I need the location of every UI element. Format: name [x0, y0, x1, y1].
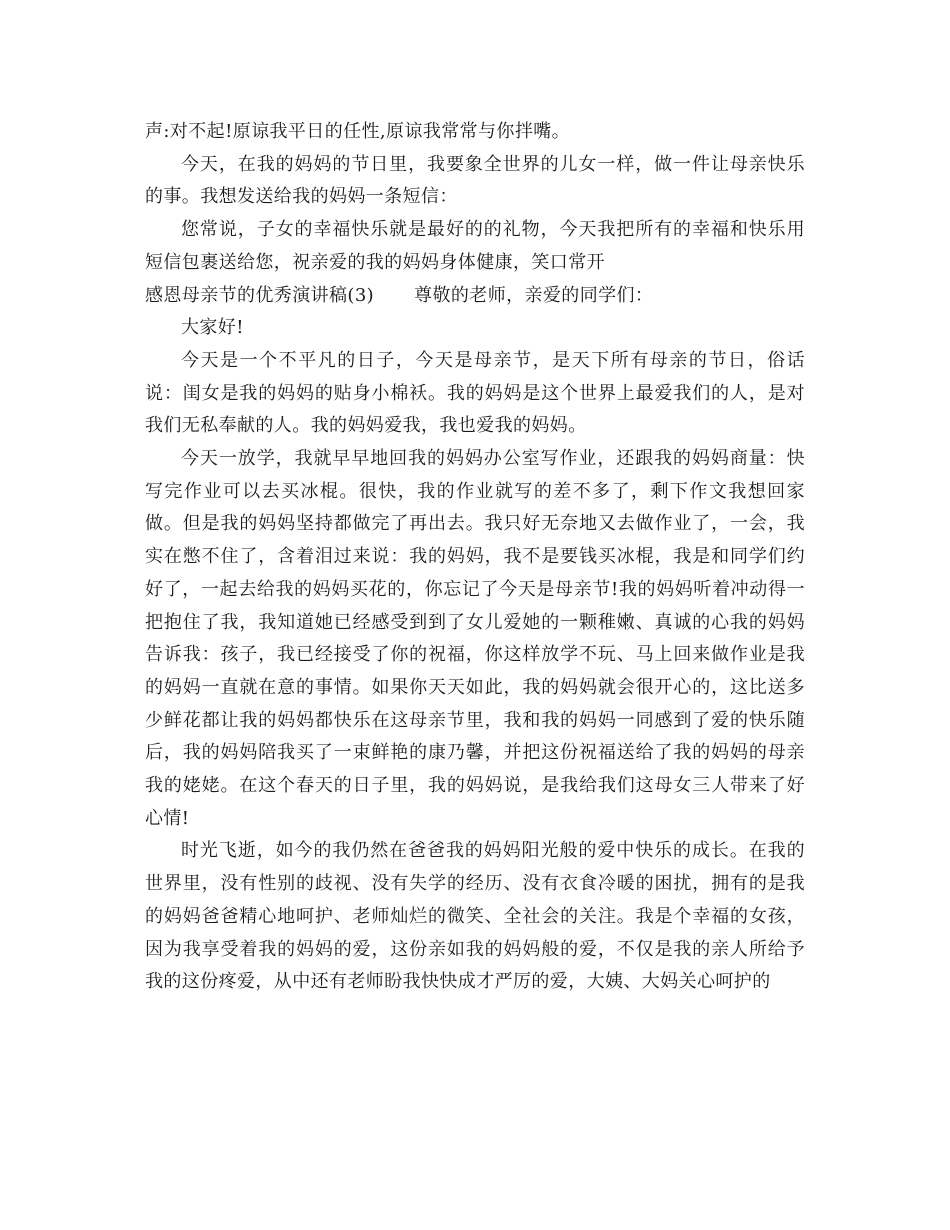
speech-greeting: 尊敬的老师，亲爱的同学们： — [414, 284, 654, 306]
paragraph: 大家好! — [181, 317, 244, 339]
paragraph: 今天，在我的妈妈的节日里，我要象全世界的儿女一样，做一件让母亲快乐的事。我想发送给我的妈妈一条短信： — [145, 153, 805, 208]
speech-heading-line — [145, 280, 805, 313]
paragraph: 声:对不起!原谅我平日的任性,原谅我常常与你拌嘴。 — [145, 121, 571, 142]
paragraph: 今天是一个不平凡的日子，今天是母亲节，是天下所有母亲的节日，俗话说：闺女是我的妈妈的贴身小棉袄。我的妈妈是这个世界上最爱我们的人，是对我们无私奉献的人。我的妈妈爱我，我也爱我的妈妈。 — [145, 349, 805, 437]
paragraph: 您常说，子女的幸福快乐就是最好的的礼物，今天我把所有的幸福和快乐用短信包裹送给您，祝亲爱的我的妈妈身体健康，笑口常开 — [145, 219, 805, 273]
paragraph: 今天一放学，我就早早地回我的妈妈办公室写作业，还跟我的妈妈商量：快写完作业可以去买冰棍。很快，我的作业就写的差不多了，剩下作文我想回家做。但是我的妈妈坚持都做完了再出去。我只好无奈地又去做作业了，一会，我实在憋不住了，含着泪过来说：我的妈妈，我不是要钱买冰棍，我是和同学们约好了，一起去给我的妈妈买花的，你忘记了今天是母亲节!我的妈妈听着冲动得一把抱住了我，我知道她已经感受到到了女儿爱她的一颗稚嫩、真诚的心我的妈妈告诉我：孩子，我已经接受了你的祝福，你这样放学不玩、马上回来做作业是我的妈妈一直就在意的事情。如果你天天如此，我的妈妈就会很开心的，这比送多少鲜花都让我的妈妈都快乐在这母亲节里，我和我的妈妈一同感到了爱的快乐随后，我的妈妈陪我买了一束鲜艳的康乃馨，并把这份祝福送给了我的妈妈的母亲我的姥姥。在这个春天的日子里，我的妈妈说，是我给我们这母女三人带来了好心情! — [145, 448, 805, 829]
speech-title: 感恩母亲节的优秀演讲稿(3) — [145, 284, 375, 306]
document-body — [145, 116, 805, 999]
paragraph: 时光飞逝，如今的我仍然在爸爸我的妈妈阳光般的爱中快乐的成长。在我的世界里，没有性别的歧视、没有失学的经历、没有衣食冷暖的困扰，拥有的是我的妈妈爸爸精心地呵护、老师灿烂的微笑、全社会的关注。我是个幸福的女孩，因为我享受着我的妈妈的爱，这份亲如我的妈妈般的爱，不仅是我的亲人所给予我的这份疼爱，从中还有老师盼我快快成才严厉的爱，大姨、大妈关心呵护的 — [145, 840, 805, 993]
